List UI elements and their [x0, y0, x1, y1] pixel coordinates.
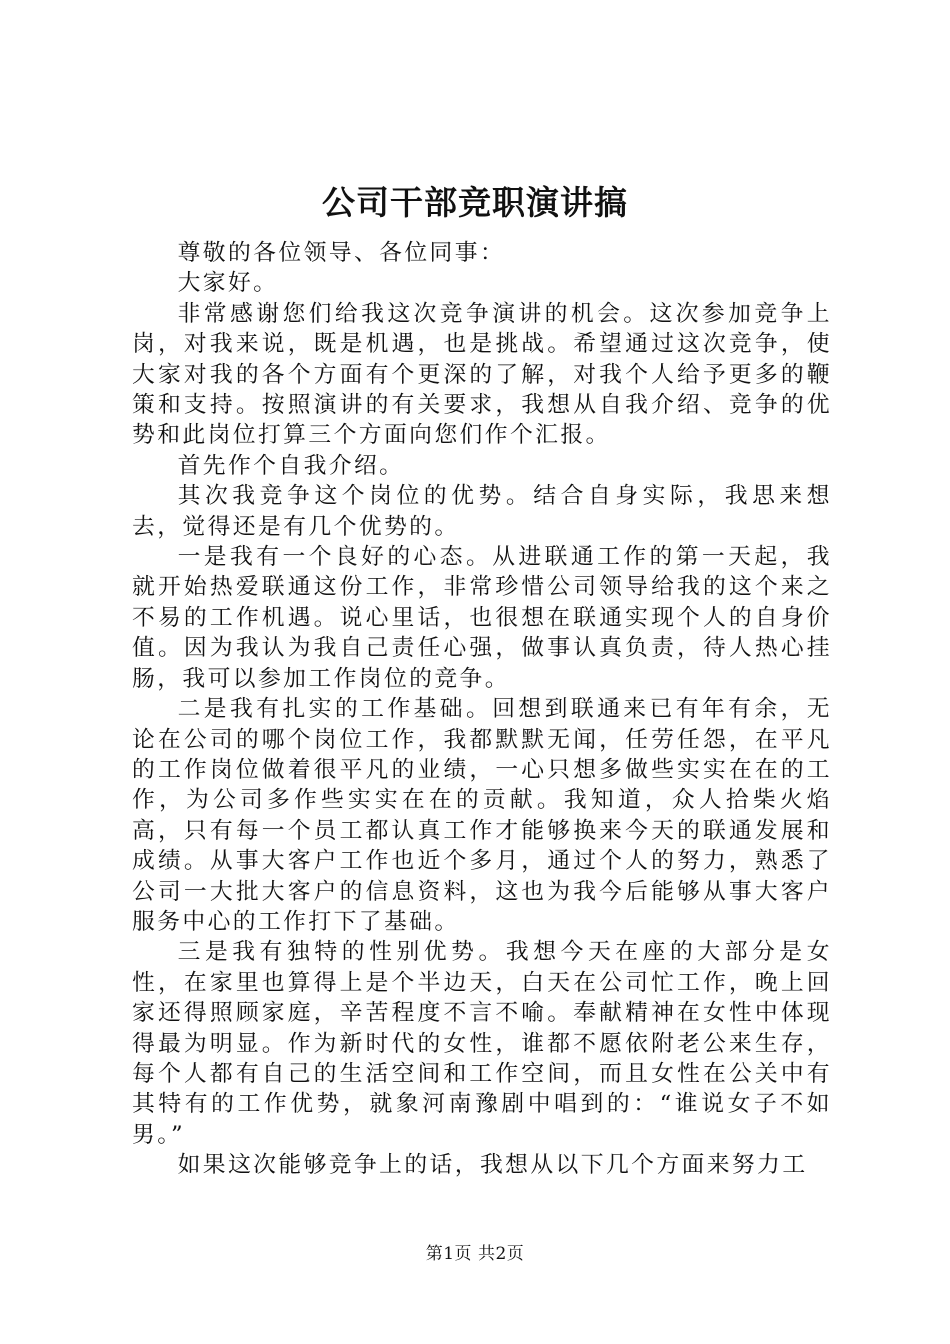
document-body [132, 238, 832, 1181]
advantage-one-paragraph: 一是我有一个良好的心态。从进联通工作的第一天起，我就开始热爱联通这份工作，非常珍惜公司领导给我的这个来之不易的工作机遇。说心里话，也很想在联通实现个人的自身价值。因为我认为我自己责任心强，做事认真负责，待人热心挂肠，我可以参加工作岗位的竞争。 [132, 544, 832, 692]
page-footer: 第1页 共2页 [425, 1244, 525, 1264]
salutation-paragraph: 尊敬的各位领导、各位同事： [177, 240, 506, 266]
document-title: 公司干部竞职演讲搞 [322, 183, 628, 222]
intro-paragraph: 非常感谢您们给我这次竞争演讲的机会。这次参加竞争上岗，对我来说，既是机遇，也是挑战。希望通过这次竞争，使大家对我的各个方面有个更深的了解，对我个人给予更多的鞭策和支持。按照演讲的有关要求，我想从自我介绍、竞争的优势和此岗位打算三个方面向您们作个汇报。 [132, 300, 832, 449]
advantages-paragraph: 其次我竞争这个岗位的优势。结合自身实际，我思来想去，觉得还是有几个优势的。 [132, 483, 832, 540]
advantage-two-paragraph: 二是我有扎实的工作基础。回想到联通来已有年有余，无论在公司的哪个岗位工作，我都默默无闻，任劳任怨，在平凡的工作岗位做着很平凡的业绩，一心只想多做些实实在在的工作，为公司多作些实实在在的贡献。我知道，众人拾柴火焰高，只有每一个员工都认真工作才能够换来今天的联通发展和成绩。从事大客户工作也近个多月，通过个人的努力，熟悉了公司一大批大客户的信息资料，这也为我今后能够从事大客户服务中心的工作打下了基础。 [132, 696, 832, 935]
greeting-paragraph: 大家好。 [177, 270, 279, 297]
advantage-three-paragraph: 三是我有独特的性别优势。我想今天在座的大部分是女性，在家里也算得上是个半边天，白天在公司忙工作，晚上回家还得照顾家庭，辛苦程度不言不喻。奉献精神在女性中体现得最为明显。作为新时代的女性，谁都不愿依附老公来生存，每个人都有自己的生活空间和工作空间，而且女性在公关中有其特有的工作优势，就象河南豫剧中唱到的：“谁说女子不如男。” [132, 939, 832, 1148]
self-intro-paragraph: 首先作个自我介绍。 [177, 452, 405, 479]
plan-paragraph: 如果这次能够竞争上的话，我想从以下几个方面来努力工 [177, 1152, 808, 1179]
